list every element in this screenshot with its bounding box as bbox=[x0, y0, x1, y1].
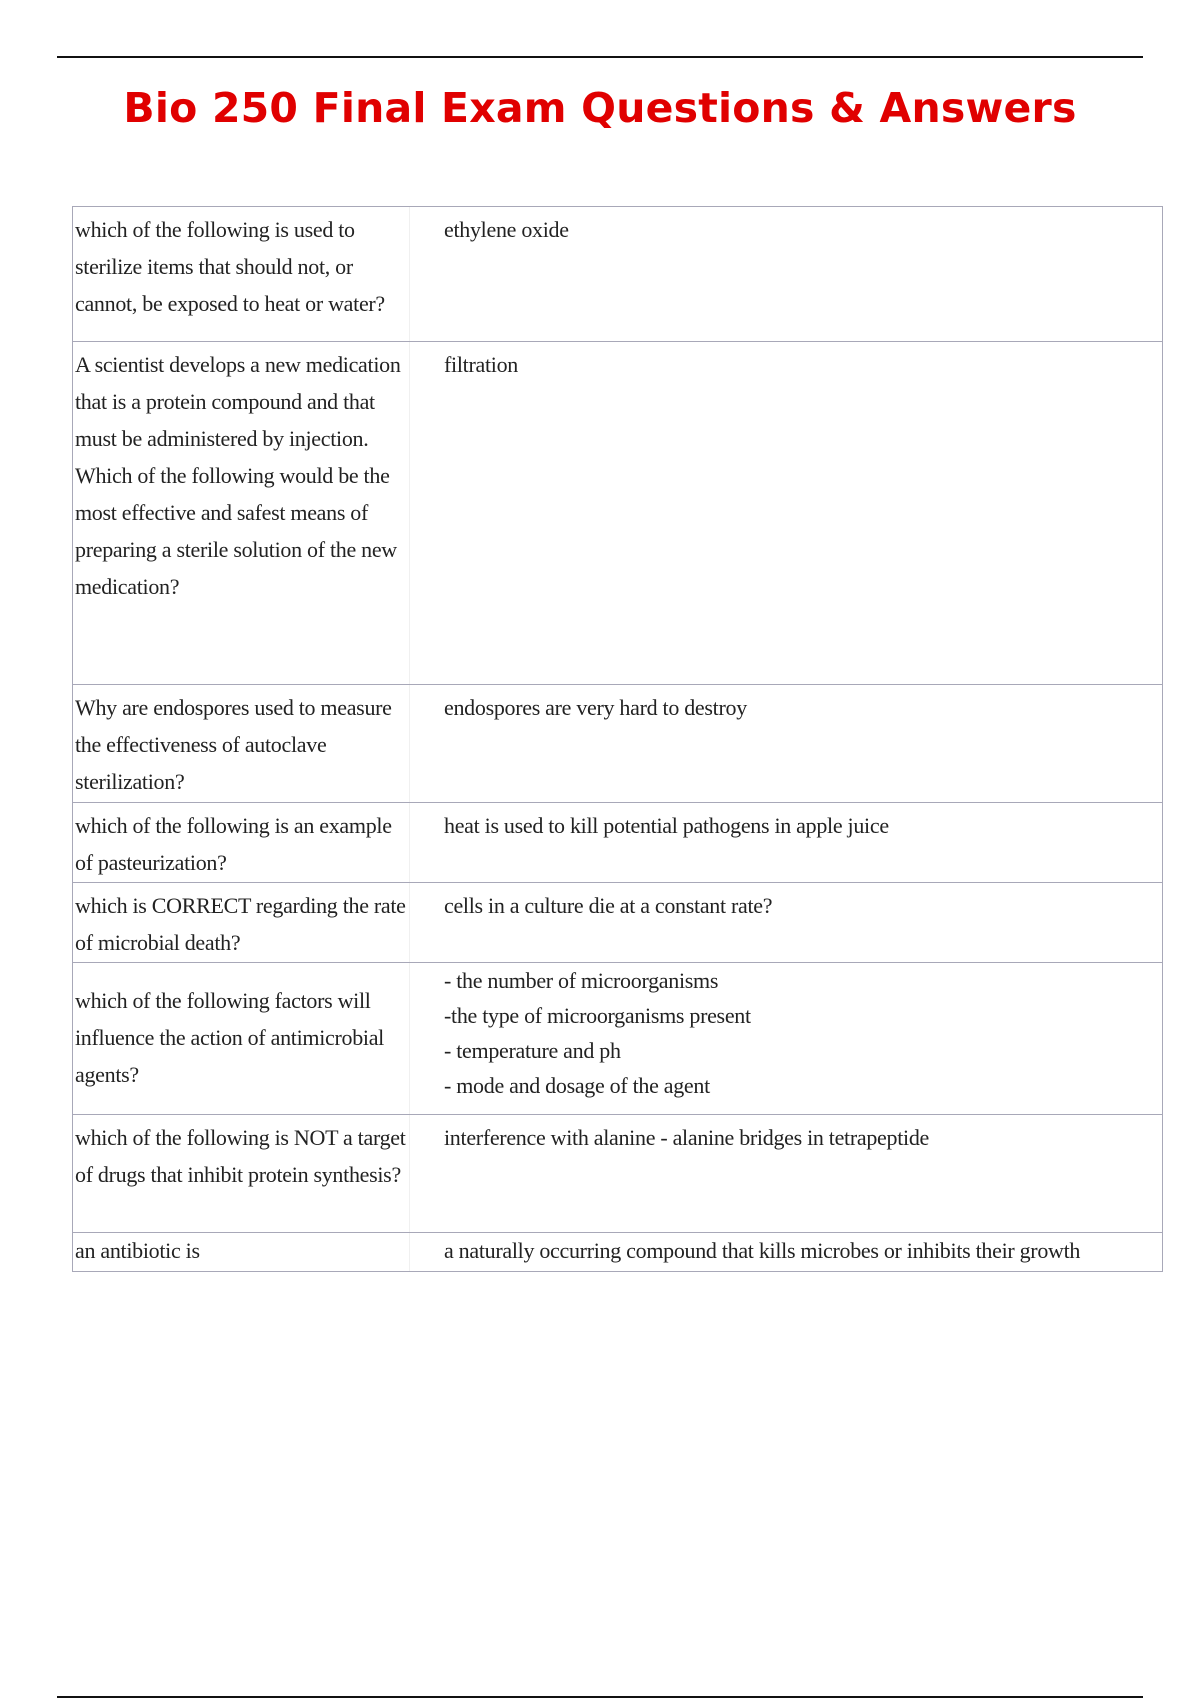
answer-line: - the number of microorganisms bbox=[444, 968, 719, 993]
answer-cell: interference with alanine - alanine bridges in tetrapeptide bbox=[444, 1125, 930, 1150]
page-title: Bio 250 Final Exam Questions & Answers bbox=[123, 84, 1077, 132]
table-row bbox=[73, 802, 1162, 882]
question-cell: which of the following is an example of pasteurization? bbox=[73, 803, 410, 882]
answer-line: - mode and dosage of the agent bbox=[444, 1073, 710, 1098]
question-cell: Why are endospores used to measure the effectiveness of autoclave sterilization? bbox=[73, 685, 410, 802]
footer-rule bbox=[57, 1696, 1143, 1698]
question-cell: an antibiotic is bbox=[73, 1233, 410, 1271]
question-cell: which is CORRECT regarding the rate of microbial death? bbox=[73, 883, 410, 962]
table-row bbox=[73, 341, 1162, 684]
question-cell bbox=[73, 963, 410, 1114]
table-row bbox=[73, 882, 1162, 962]
question-cell: which of the following is NOT a target of drugs that inhibit protein synthesis? bbox=[73, 1115, 410, 1232]
table-row bbox=[73, 684, 1162, 802]
table-row bbox=[73, 1114, 1162, 1232]
answer-cell: filtration bbox=[444, 352, 518, 377]
question-text: which of the following factors will influence the action of antimicrobial agents? bbox=[75, 988, 384, 1087]
qa-table bbox=[72, 206, 1163, 1272]
table-row bbox=[73, 207, 1162, 341]
table-row bbox=[73, 1232, 1162, 1271]
answer-line: - temperature and ph bbox=[444, 1038, 621, 1063]
answer-cell: endospores are very hard to destroy bbox=[444, 695, 747, 720]
question-cell: A scientist develops a new medication that is a protein compound and that must be administered by injection. Which of the following would be the most effective and safest means of preparing a sterile solution of the new medication? bbox=[73, 342, 410, 684]
answer-cell: ethylene oxide bbox=[444, 217, 569, 242]
answer-cell: cells in a culture die at a constant rate? bbox=[444, 893, 773, 918]
header-rule bbox=[57, 56, 1143, 58]
answer-cell bbox=[410, 963, 1162, 1114]
answer-cell: heat is used to kill potential pathogens in apple juice bbox=[444, 813, 889, 838]
answer-cell: a naturally occurring compound that kills microbes or inhibits their growth bbox=[444, 1238, 1081, 1263]
answer-line: -the type of microorganisms present bbox=[444, 1003, 751, 1028]
question-cell: which of the following is used to sterilize items that should not, or cannot, be exposed to heat or water? bbox=[73, 207, 410, 341]
table-row bbox=[73, 962, 1162, 1114]
